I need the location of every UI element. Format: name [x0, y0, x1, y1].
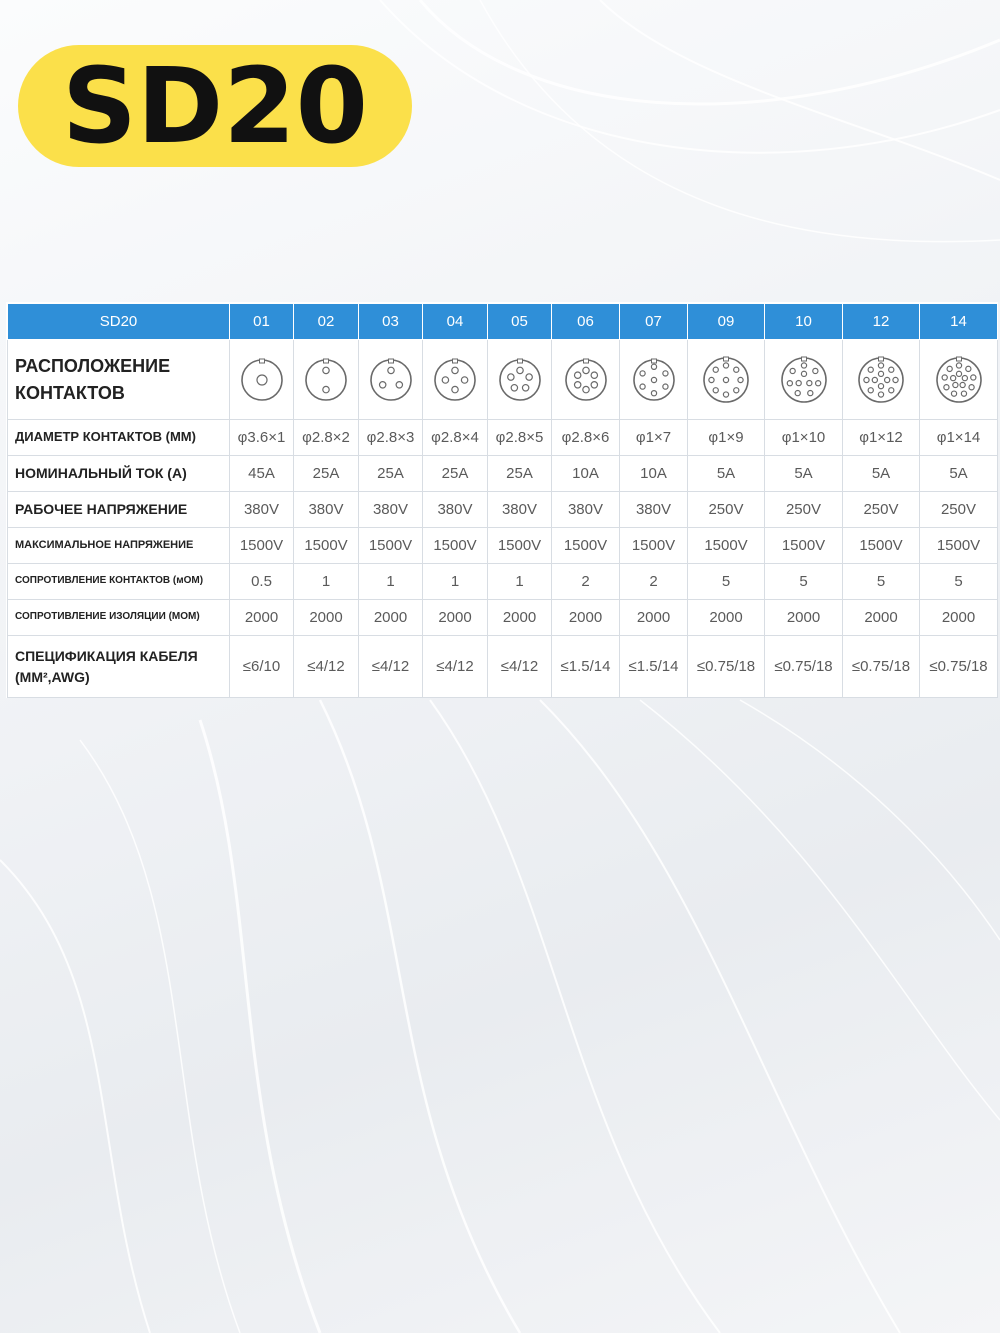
col-header: 06 [552, 304, 620, 340]
col-header: 07 [620, 304, 688, 340]
col-header: 01 [230, 304, 294, 340]
connector-pin-icon [498, 358, 542, 402]
pin-hole [651, 377, 656, 382]
pin-hole [878, 391, 883, 396]
pin-hole [878, 362, 883, 367]
row-label: ДИАМЕТР КОНТАКТОВ (ММ) [8, 420, 230, 456]
pin-hole [796, 380, 801, 385]
row-label: МАКСИМАЛЬНОЕ НАПРЯЖЕНИЕ [8, 528, 230, 564]
pin-hole [942, 374, 947, 379]
connector-pin-icon [433, 358, 477, 402]
table-cell: 10A [552, 456, 620, 492]
pin-hole [968, 384, 973, 389]
row-label: РАСПОЛОЖЕНИЕ КОНТАКТОВ [8, 340, 230, 420]
pin-layout-cell [620, 340, 688, 420]
pin-hole [507, 373, 513, 379]
table-cell: 1500V [423, 528, 488, 564]
row-insulation-resistance [8, 600, 998, 636]
row-label: СОПРОТИВЛЕНИЕ ИЗОЛЯЦИИ (МОМ) [8, 600, 230, 636]
row-max-voltage [8, 528, 998, 564]
table-cell: φ2.8×4 [423, 420, 488, 456]
table-cell: 1 [488, 564, 552, 600]
pin-hole [582, 367, 588, 373]
row-contact-diameter [8, 420, 998, 456]
pin-hole [591, 372, 597, 378]
pin-layout-cell [423, 340, 488, 420]
table-cell: 5A [688, 456, 765, 492]
table-cell: ≤1.5/14 [552, 636, 620, 698]
table-cell: 380V [488, 492, 552, 528]
col-header: 14 [920, 304, 998, 340]
table-cell: 1500V [843, 528, 920, 564]
pin-hole [651, 364, 656, 369]
table-cell: 1500V [230, 528, 294, 564]
table-cell: 380V [423, 492, 488, 528]
pin-layout-cell [552, 340, 620, 420]
pin-hole [574, 372, 580, 378]
pin-layout-cell [920, 340, 998, 420]
pin-hole [511, 384, 517, 390]
table-cell: 45A [230, 456, 294, 492]
table-cell: 5A [765, 456, 843, 492]
pin-hole [864, 377, 869, 382]
pin-hole [662, 384, 667, 389]
table-cell: 1500V [359, 528, 423, 564]
table-cell: 1500V [765, 528, 843, 564]
pin-hole [962, 375, 967, 380]
pin-hole [713, 367, 718, 372]
pin-hole [662, 370, 667, 375]
connector-pin-icon [857, 356, 905, 404]
table-cell: 2000 [294, 600, 359, 636]
pin-hole [878, 371, 883, 376]
row-rated-current [8, 456, 998, 492]
pin-hole [801, 371, 806, 376]
table-cell: 25A [294, 456, 359, 492]
table-cell: φ1×12 [843, 420, 920, 456]
badge-title: SD20 [62, 45, 368, 167]
pin-hole [885, 377, 890, 382]
pin-hole [950, 375, 955, 380]
table-cell: 1500V [294, 528, 359, 564]
row-contact-resistance [8, 564, 998, 600]
pin-hole [639, 370, 644, 375]
pin-hole [442, 376, 448, 382]
pin-hole [323, 386, 329, 392]
table-cell: 25A [359, 456, 423, 492]
pin-hole [868, 367, 873, 372]
pin-hole [965, 366, 970, 371]
table-cell: 250V [765, 492, 843, 528]
table-cell: 380V [552, 492, 620, 528]
table-cell: φ3.6×1 [230, 420, 294, 456]
row-label: РАБОЧЕЕ НАПРЯЖЕНИЕ [8, 492, 230, 528]
pin-hole [713, 387, 718, 392]
table-cell: 25A [488, 456, 552, 492]
pin-hole [734, 367, 739, 372]
table-cell: φ1×10 [765, 420, 843, 456]
pin-hole [452, 386, 458, 392]
table-cell: φ1×14 [920, 420, 998, 456]
table-cell: ≤0.75/18 [843, 636, 920, 698]
pin-hole [461, 376, 467, 382]
pin-hole [878, 383, 883, 388]
col-header: 09 [688, 304, 765, 340]
header-label: SD20 [8, 304, 230, 340]
connector-pin-icon [780, 356, 828, 404]
table-cell: ≤4/12 [423, 636, 488, 698]
table-cell: ≤0.75/18 [688, 636, 765, 698]
pin-hole [516, 367, 522, 373]
pin-hole [889, 367, 894, 372]
table-cell: 5 [843, 564, 920, 600]
table-cell: 2 [552, 564, 620, 600]
table-cell: φ2.8×6 [552, 420, 620, 456]
connector-pin-icon [564, 358, 608, 402]
pin-hole [723, 391, 728, 396]
pin-hole [807, 390, 812, 395]
pin-hole [396, 381, 402, 387]
pin-layout-cell [843, 340, 920, 420]
table-cell: 2000 [552, 600, 620, 636]
pin-layout-cell [765, 340, 843, 420]
table-cell: 2000 [230, 600, 294, 636]
table-cell: ≤6/10 [230, 636, 294, 698]
title-badge [18, 45, 412, 167]
col-header: 02 [294, 304, 359, 340]
pin-layout-cell [294, 340, 359, 420]
row-working-voltage [8, 492, 998, 528]
pin-hole [709, 377, 714, 382]
pin-hole [812, 368, 817, 373]
pin-hole [806, 380, 811, 385]
pin-hole [257, 375, 267, 385]
pin-hole [452, 367, 458, 373]
col-header: 03 [359, 304, 423, 340]
pin-layout-cell [488, 340, 552, 420]
spec-table-container [6, 302, 998, 698]
row-cable-spec [8, 636, 998, 698]
table-cell: φ2.8×2 [294, 420, 359, 456]
pin-hole [379, 381, 385, 387]
pin-hole [525, 373, 531, 379]
pin-hole [956, 371, 961, 376]
pin-hole [961, 391, 966, 396]
pin-hole [387, 367, 393, 373]
pin-hole [639, 384, 644, 389]
table-cell: 2000 [620, 600, 688, 636]
table-cell: 5A [843, 456, 920, 492]
pin-layout-cell [688, 340, 765, 420]
connector-pin-icon [935, 356, 983, 404]
table-cell: 1500V [688, 528, 765, 564]
row-pin-layout [8, 340, 998, 420]
table-cell: 1 [423, 564, 488, 600]
table-cell: 1 [294, 564, 359, 600]
pin-hole [723, 377, 728, 382]
table-cell: 250V [843, 492, 920, 528]
table-cell: 2000 [359, 600, 423, 636]
pin-hole [801, 362, 806, 367]
table-cell: ≤0.75/18 [765, 636, 843, 698]
connector-pin-icon [702, 356, 750, 404]
table-cell: 250V [688, 492, 765, 528]
spec-table [7, 303, 998, 698]
pin-hole [651, 390, 656, 395]
row-label: СОПРОТИВЛЕНИЕ КОНТАКТОВ (мОМ) [8, 564, 230, 600]
pin-hole [323, 367, 329, 373]
table-cell: 10A [620, 456, 688, 492]
pin-hole [868, 387, 873, 392]
table-cell: φ1×9 [688, 420, 765, 456]
pin-hole [591, 381, 597, 387]
header-row [8, 304, 998, 340]
table-cell: ≤4/12 [488, 636, 552, 698]
table-cell: 2000 [765, 600, 843, 636]
connector-pin-icon [304, 358, 348, 402]
pin-hole [872, 377, 877, 382]
pin-hole [574, 381, 580, 387]
table-cell: 2000 [488, 600, 552, 636]
table-cell: ≤4/12 [359, 636, 423, 698]
col-header: 05 [488, 304, 552, 340]
table-cell: 1500V [620, 528, 688, 564]
pin-hole [582, 386, 588, 392]
table-cell: 380V [294, 492, 359, 528]
pin-layout-cell [359, 340, 423, 420]
table-cell: 1500V [552, 528, 620, 564]
table-cell: 2000 [920, 600, 998, 636]
table-cell: 380V [230, 492, 294, 528]
table-cell: φ1×7 [620, 420, 688, 456]
pin-hole [947, 366, 952, 371]
table-cell: 1500V [920, 528, 998, 564]
pin-hole [952, 382, 957, 387]
table-cell: 250V [920, 492, 998, 528]
table-cell: 1500V [488, 528, 552, 564]
connector-pin-icon [632, 358, 676, 402]
pin-hole [522, 384, 528, 390]
table-cell: 1 [359, 564, 423, 600]
connector-pin-icon [369, 358, 413, 402]
pin-hole [889, 387, 894, 392]
pin-hole [723, 362, 728, 367]
row-label: НОМИНАЛЬНЫЙ ТОК (А) [8, 456, 230, 492]
table-cell: 2000 [843, 600, 920, 636]
table-cell: 0.5 [230, 564, 294, 600]
table-cell: 2 [620, 564, 688, 600]
row-label: СПЕЦИФИКАЦИЯ КАБЕЛЯ (ММ²,AWG) [8, 636, 230, 698]
table-cell: φ2.8×3 [359, 420, 423, 456]
pin-hole [943, 384, 948, 389]
table-cell: 380V [359, 492, 423, 528]
pin-hole [951, 391, 956, 396]
pin-hole [960, 382, 965, 387]
table-cell: 5 [920, 564, 998, 600]
col-header: 10 [765, 304, 843, 340]
pin-hole [893, 377, 898, 382]
pin-layout-cell [230, 340, 294, 420]
table-cell: 5A [920, 456, 998, 492]
table-cell: 2000 [688, 600, 765, 636]
pin-hole [956, 362, 961, 367]
col-header: 12 [843, 304, 920, 340]
table-cell: 380V [620, 492, 688, 528]
table-cell: ≤0.75/18 [920, 636, 998, 698]
col-header: 04 [423, 304, 488, 340]
pin-hole [790, 368, 795, 373]
table-cell: φ2.8×5 [488, 420, 552, 456]
table-cell: 25A [423, 456, 488, 492]
pin-hole [795, 390, 800, 395]
pin-hole [734, 387, 739, 392]
pin-hole [815, 380, 820, 385]
table-cell: ≤4/12 [294, 636, 359, 698]
table-cell: ≤1.5/14 [620, 636, 688, 698]
pin-hole [970, 374, 975, 379]
pin-hole [787, 380, 792, 385]
connector-pin-icon [240, 358, 284, 402]
pin-hole [738, 377, 743, 382]
table-cell: 5 [688, 564, 765, 600]
table-cell: 5 [765, 564, 843, 600]
table-cell: 2000 [423, 600, 488, 636]
